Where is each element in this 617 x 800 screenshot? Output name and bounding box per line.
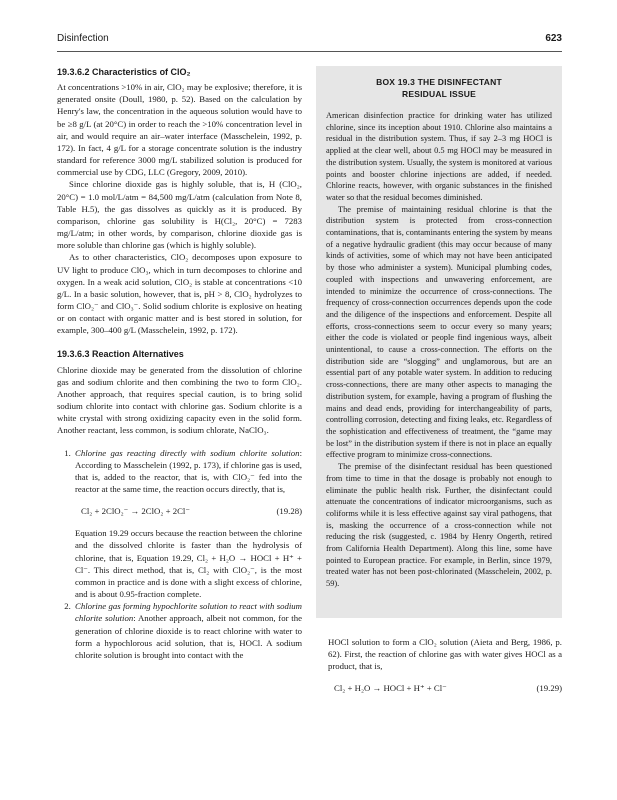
page-number: 623 [545, 33, 562, 44]
list-item-title: Chlorine gas forming hypochlorite solution to react with sodium chlorite solution [75, 601, 302, 624]
list-item-text: Equation 19.29 occurs because the reaction between the chlorine and the dissolved chlorite is faster than the hydrolysis of chlorine, that is, Equation 19.29, Cl₂ + H₂O → HOCl + H⁺ + Cl⁻. This direct method, that is, Cl₂ with ClO₂⁻, is the most common in practice and is done with a slight excess of chlorine, and is about 0.95-fraction complete. [75, 528, 302, 600]
left-column [57, 66, 302, 661]
page-header [57, 33, 562, 49]
paragraph: As to other characteristics, ClO₂ decomposes upon exposure to UV light to produce ClO₃, which in turn decomposes to chlorine and oxygen. In a weak acid solution, ClO₂ is stable at concentrations <10 g/L. In a basic solution, however, that is, pH > 8, ClO₂ hydrolyzes to form ClO₂⁻ and ClO₃⁻. Solid sodium chlorite is explosive on heating or on contact with organic matter and is best stored in solution, for example, 300–400 g/L (Masschelein, 1992, p. 172). [57, 252, 302, 336]
box-title-line: BOX 19.3 THE DISINFECTANT [376, 77, 502, 87]
paragraph: The premise of maintaining residual chlorine is that the distribution system is protected from cross-connection contaminations, that is, contaminants entering the system by means of a negative hydraulic gradient (this may occur because of many kinds of activities, some of which may not have been anticipated by those who administer a system). Municipal plumbing codes, coupled with inspections and unwavering enforcement, are intended to minimize the occurrence of cross-connections. The frequency of cross-connection occurrences depends upon the code and the diligence of the inspections and enforcement. Despite all efforts, cross-connections seem to occur every so many years; either the code is violated or people find ingenious ways, albeit unintentional, to cause a cross-connection. The efforts on the distribution side are “slogging” and unglamorous, but are an essential part of any potable water system. In addition to reducing cross-connections, there are many other aspects to managing the distribution system, for example, having a program of flushing the mains and dead ends, providing for interchangeability of parts, controlling corrosion, detecting and fixing leaks, etc. Regardless of the sophistication and effectiveness of treatment, the “game may be lost” in the distribution system if there is not in place an equally effective program to minimize cross-connections. [326, 204, 552, 460]
list-item-text: : Another approach, albeit not common, for the generation of chlorine dioxide is to react chlorine with water to form a hypochlorous acid solution, that is, HOCl. A sodium chlorite solution is brought into contact with the [75, 613, 302, 660]
equation-number: (19.28) [276, 506, 302, 517]
list-item [73, 447, 302, 601]
paragraph: HOCl solution to form a ClO₂ solution (Aieta and Berg, 1986, p. 62). First, the reaction of chlorine gas with water gives HOCl as a product, that is, [328, 637, 562, 672]
list-item-title: Chlorine gas reacting directly with sodium chlorite solution [75, 447, 300, 458]
paragraph: American disinfection practice for drinking water has utilized chlorine, since its inception about 1910. Chlorine also maintains a residual in the distribution system. Thus, if say 2–3 mg HOCl is applied at the clear well, about 0.5 mg HOCl may be measured in the distribution system. Usually, the system is monitored at various points and booster chlorine injections are added, if needed. Chlorine reacts, however, with organic substances in the finished water so that the residual becomes diminished. [326, 111, 552, 202]
reaction-list [57, 447, 302, 662]
paragraph: Since chlorine dioxide gas is highly soluble, that is, H (ClO₂, 20°C) = 1.0 mol/L/atm = 84,500 mg/L/atm (calculation from Note 8, Table H.5), the gas dissolves as quickly as it is produced. By comparison, chlorine gas solubility is H(Cl₂, 20°C) = 7283 mg/L/atm; in other words, by comparison, chlorine dioxide gas is more soluble than chlorine gas (which is highly soluble). [57, 179, 302, 251]
list-item [73, 600, 302, 661]
equation-19-28 [75, 495, 302, 527]
box-title-line: RESIDUAL ISSUE [402, 89, 476, 99]
equation-text: Cl₂ + H₂O → HOCl + H⁺ + Cl⁻ [334, 683, 447, 694]
equation-19-29 [328, 672, 562, 704]
running-title: Disinfection [57, 33, 109, 44]
section-heading-characteristics: 19.3.6.2 Characteristics of ClO₂ [57, 67, 191, 77]
section-heading-reaction-alternatives: 19.3.6.3 Reaction Alternatives [57, 349, 184, 360]
equation-number: (19.29) [536, 683, 562, 694]
list-continuation [316, 636, 562, 704]
equation-text: Cl₂ + 2ClO₂⁻ → 2ClO₂ + 2Cl⁻ [81, 506, 190, 517]
header-rule [57, 51, 562, 52]
sidebar-box [316, 66, 562, 618]
paragraph: Chlorine dioxide may be generated from the dissolution of chlorine gas and sodium chlorite and then combining the two to form ClO₂. Another approach, that requires special caution, is to bring solid sodium chlorite into contact with chlorine gas. Sodium chlorite is a white crystal with strong oxidizing capacity even in the solid form. Another reactant, less common, is sodium chlorate, NaClO₃. [57, 364, 302, 436]
list-item-text: : According to Masschelein (1992, p. 173), if chlorine gas is used, that is, added to the reactor, that is, with ClO₂⁻ fed into the reactor at the same time, the reaction occurs directly, that is, [75, 447, 302, 494]
box-title [326, 76, 552, 100]
right-column [316, 66, 562, 704]
box-body [326, 110, 552, 590]
paragraph: The premise of the disinfectant residual has been questioned from time to time in that the dosage is probably not enough to eliminate the public health risk. Further, the disinfectant could attenuate the concentrations of indicator microorganisms, such as coliforms while it is less effective against say viral pathogens, that is, masking the occurrence of a cross-connection while not reducing the risk (suggested, c. 1984 by Henry Ongerth, retired from California Health Department). Along this line, some have pointed to European practice. For example, in Berlin, since 1979, treated water has not been post-chlorinated (Masschelein, 2002, p. 59). [326, 462, 552, 589]
paragraph: At concentrations >10% in air, ClO₂ may be explosive; therefore, it is generated onsite (Doull, 1980, p. 52). Based on the calculation by Henry's law, the concentration in the aqueous solution would have to be ≥8 g/L (at 20°C) in order to reach the >10% concentration level in air, and would require an air–water interface (Masschelein, 1992, p. 172). In fact, 4 g/L for a storage concentrate solution is the industry standard for reference 3000 mg/L stabilized solution is produced for commercial use by CDG, LLC (Gregory, 2009, 2010). [57, 82, 302, 178]
